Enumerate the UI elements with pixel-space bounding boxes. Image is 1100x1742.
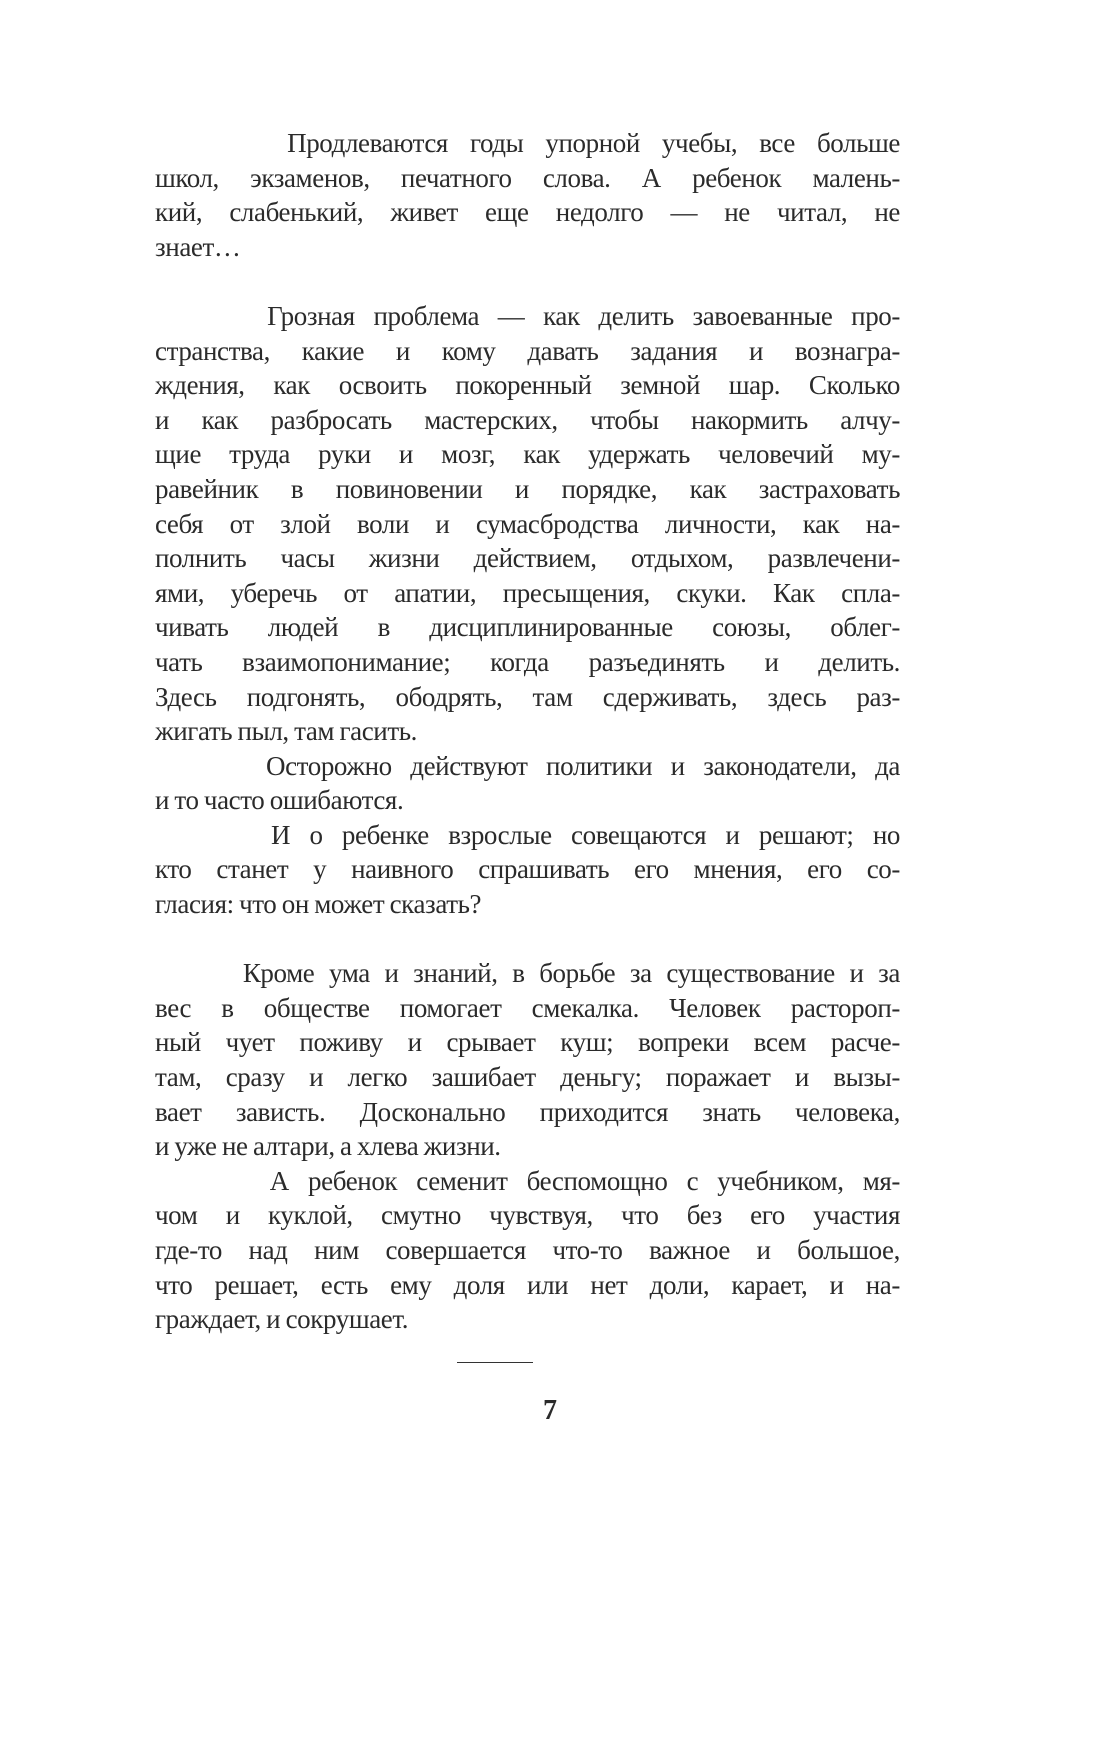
paragraph (155, 956, 900, 1164)
page-number: 7 (543, 1395, 557, 1426)
text-line: Продлеваются годы упорной учебы, все больше (155, 128, 900, 158)
text-line: себя от злой воли и сумасбродства личности, как на- (155, 508, 900, 539)
text-line: странства, какие и кому давать задания и вознагра- (155, 335, 900, 366)
text-line: знает… (155, 231, 241, 262)
section-gap (155, 264, 900, 299)
text-line: кто станет у наивного спрашивать его мнения, его со- (155, 854, 900, 885)
text-line: школ, экзаменов, печатного слова. А ребенок малень- (155, 162, 900, 193)
paragraph (155, 299, 900, 749)
text-line: щие труда руки и мозг, как удержать человечий му- (155, 439, 900, 470)
paragraph (155, 1164, 900, 1337)
paragraph (155, 749, 900, 818)
text-line: и как разбросать мастерских, чтобы накормить алчу- (155, 404, 900, 435)
section-gap (155, 922, 900, 957)
paragraph (155, 126, 900, 264)
text-line: что решает, есть ему доля или нет доли, карает, и на- (155, 1269, 900, 1300)
text-line: граждает, и сокрушает. (155, 1304, 409, 1335)
page-body (155, 126, 900, 1337)
text-line: равейник в повиновении и порядке, как застраховать (155, 473, 900, 504)
text-line: кий, слабенький, живет еще недолго — не читал, не (155, 197, 900, 228)
text-line: Грозная проблема — как делить завоеванные про- (155, 300, 900, 331)
text-line: жигать пыл, там гасить. (155, 716, 417, 747)
text-line: вает зависть. Досконально приходится знать человека, (155, 1096, 900, 1127)
text-line: Осторожно действуют политики и законодатели, да (155, 750, 900, 781)
text-line: ями, уберечь от апатии, пресыщения, скуки. Как спла- (155, 577, 900, 608)
text-line: вес в обществе помогает смекалка. Человек растороп- (155, 992, 900, 1023)
text-line: и уже не алтари, а хлева жизни. (155, 1131, 501, 1162)
text-line: А ребенок семенит беспомощно с учебником, мя- (155, 1165, 900, 1196)
text-line: И о ребенке взрослые совещаются и решают; но (155, 819, 900, 850)
text-line: полнить часы жизни действием, отдыхом, развлечени- (155, 543, 900, 574)
text-line: там, сразу и легко зашибает деньгу; поражает и вызы- (155, 1062, 900, 1093)
text-line: где-то над ним совершается что-то важное и большое, (155, 1235, 900, 1265)
paragraph (155, 818, 900, 922)
text-line: Кроме ума и знаний, в борьбе за существование и за (155, 958, 900, 989)
text-line: и то часто ошибаются. (155, 785, 404, 816)
text-line: чивать людей в дисциплинированные союзы, облег- (155, 612, 900, 643)
text-line: ный чует поживу и срывает куш; вопреки всем расче- (155, 1027, 900, 1058)
text-line: гласия: что он может сказать? (155, 889, 482, 920)
text-line: чом и куклой, смутно чувствуя, что без его участия (155, 1200, 900, 1231)
footer-rule (457, 1362, 533, 1363)
text-line: чать взаимопонимание; когда разъединять и делить. (155, 646, 900, 677)
text-line: ждения, как освоить покоренный земной шар. Сколько (155, 370, 900, 401)
text-line: Здесь подгонять, ободрять, там сдерживать, здесь раз- (155, 681, 900, 712)
